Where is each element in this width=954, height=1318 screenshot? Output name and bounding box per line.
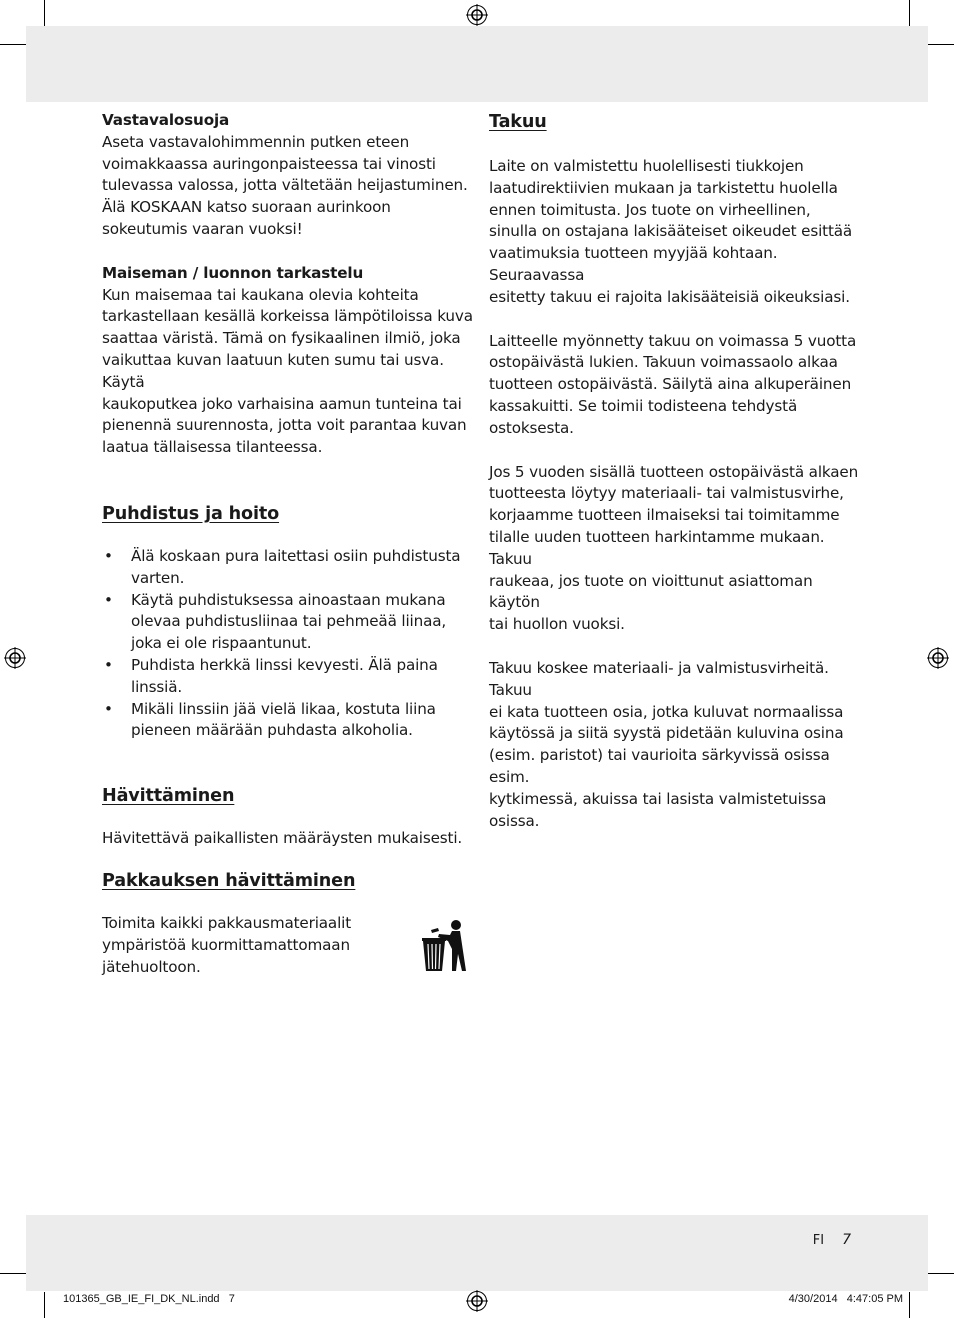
takuu-paragraph: Laite on valmistettu huolellisesti tiukkojen laatudirektiivien mukaan ja tarkistettu huolella ennen toimitusta. Jos tuote on virheellinen, sinulla on ostajana lakisääteiset oikeudet esittää vaatimuksia tuotteen myyjää kohtaan. Seuraavassa esitetty takuu ei rajoita lakisääteisiä oikeuksiasi. [489,157,853,306]
vastavalosuoja-section [102,110,474,241]
pakkaus-title: Pakkauksen hävittäminen [102,870,356,891]
right-column [489,110,859,832]
page-number-value: 7 [842,1232,851,1248]
page-number [813,1232,851,1248]
crop-mark [44,1292,45,1318]
bullet-icon: • [104,655,113,674]
registration-mark-icon [927,647,949,669]
bullet-icon: • [104,546,113,565]
crop-mark [0,1273,26,1274]
havittaminen-text: Hävitettävä paikallisten määräysten mukaisesti. [102,829,463,848]
registration-mark-icon [4,647,26,669]
takuu-paragraph: Laitteelle myönnetty takuu on voimassa 5 vuotta ostopäivästä lukien. Takuun voimassaolo alkaa tuotteen ostopäivästä. Säilytä aina alkuperäinen kassakuitti. Se toimii todisteena tehdystä ostoksesta. [489,331,857,437]
crop-mark [0,44,26,45]
vastavalosuoja-heading: Vastavalosuoja [102,111,230,129]
print-timestamp: 4/30/2014 4:47:05 PM [788,1293,903,1305]
maiseman-section [102,263,474,459]
puhdistus-list [102,546,474,742]
maiseman-text: Kun maisemaa tai kaukana olevia kohteita tarkastellaan kesällä korkeissa lämpötiloissa kuva saattaa väristä. Tämä on fysikaalinen ilmiö, joka vaikuttaa kuvan laatuun kuten sumu tai usva. Käytä kaukoputkea joko varhaisina aamun tunteina tai pienennä suurennosta, jotta voit parantaa kuvan laatua tällaisessa tilanteessa. [102,285,473,457]
registration-mark-icon [466,1290,488,1312]
takuu-paragraph: Jos 5 vuoden sisällä tuotteen ostopäivästä alkaen tuotteesta löytyy materiaali- tai valmistusvirhe, korjaamme tuotteen ilmaiseksi tai toimitamme tilalle uuden tuotteen harkintamme mukaan. Takuu raukeaa, jos tuote on vioittunut asiattoman käytön tai huollon vuoksi. [489,462,859,634]
maiseman-heading: Maiseman / luonnon tarkastelu [102,263,364,282]
havittaminen-title: Hävittäminen [102,786,235,807]
list-item: • Käytä puhdistuksessa ainoastaan mukana olevaa puhdistusliinaa tai pehmeää liinaa, joka ei ole rispaantunut. [104,590,447,653]
left-column [102,110,474,978]
print-file-info: 101365_GB_IE_FI_DK_NL.indd 7 [63,1293,235,1305]
crop-mark [928,44,954,45]
header-band [26,26,928,102]
list-item: • Mikäli linssiin jää vielä likaa, kostuta liina pieneen määrään puhdasta alkoholia. [104,699,436,740]
pakkaus-section [102,869,474,978]
page-language: FI [812,1233,825,1248]
crop-mark [909,1292,910,1318]
puhdistus-title: Puhdistus ja hoito [102,503,280,524]
crop-mark [928,1273,954,1274]
bullet-icon: • [104,699,113,718]
pakkaus-text: Toimita kaikki pakkausmateriaalit ympäristöä kuormittamattomaan jätehuoltoon. [102,913,352,976]
takuu-title: Takuu [489,112,547,132]
takuu-paragraph: Takuu koskee materiaali- ja valmistusvirheitä. Takuu ei kata tuotteen osia, jotka kuluvat normaalissa käytössä ja siitä syystä pidetään kuluvina osina (esim. paristot) tai vaurioita särkyvissä osissa esim. kytkimessä, akuissa tai lasista valmistetuissa osissa. [489,658,844,830]
crop-mark [909,0,910,26]
list-item: • Puhdista herkkä linssi kevyesti. Älä paina linssiä. [104,655,438,696]
havittaminen-section [102,784,474,850]
vastavalosuoja-text: Aseta vastavalohimmennin putken eteen voimakkaassa auringonpaisteessa tai vinosti tulevassa valossa, jotta vältetään heijastuminen. Älä KOSKAAN katso suoraan aurinkoon sokeutumis vaaran vuoksi! [102,132,468,238]
footer-band [26,1215,928,1291]
puhdistus-section [102,502,474,742]
crop-mark [44,0,45,26]
registration-mark-icon [466,4,488,26]
takuu-section [489,110,859,832]
waste-bin-icon [422,919,468,975]
list-item: • Älä koskaan pura laitettasi osiin puhdistusta varten. [104,546,461,587]
bullet-icon: • [104,590,113,609]
